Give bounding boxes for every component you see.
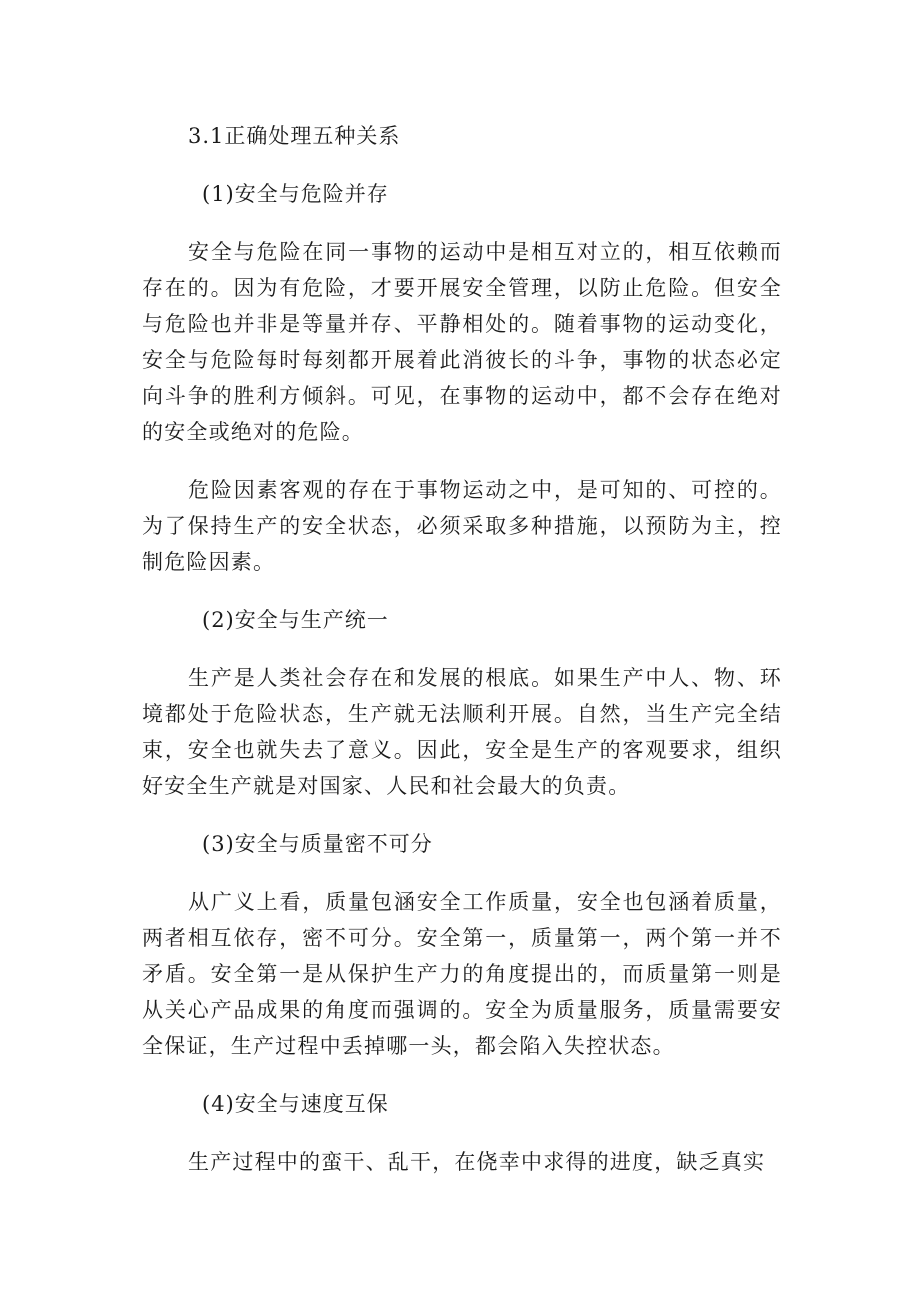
subheading-2: (2)安全与生产统一 — [202, 608, 389, 632]
paragraph-4: 从广义上看，质量包涵安全工作质量，安全也包涵着质量，两者相互依存，密不可分。安全第一，质量第一，两个第一并不矛盾。安全第一是从保护生产力的角度提出的，而质量第一则是从关心产品成果的角度而强调的。安全为质量服务，质量需要安全保证，生产过程中丢掉哪一头，都会陷入失控状态。 — [142, 890, 782, 1058]
paragraph-2: 危险因素客观的存在于事物运动之中，是可知的、可控的。为了保持生产的安全状态，必须采取多种措施，以预防为主，控制危险因素。 — [142, 478, 782, 574]
subheading-4: (4)安全与速度互保 — [202, 1092, 389, 1116]
subheading-3: (3)安全与质量密不可分 — [202, 832, 433, 856]
paragraph-1: 安全与危险在同一事物的运动中是相互对立的，相互依赖而存在的。因为有危险，才要开展安全管理，以防止危险。但安全与危险也并非是等量并存、平静相处的。随着事物的运动变化，安全与危险每时每刻都开展着此消彼长的斗争，事物的状态必定向斗争的胜利方倾斜。可见，在事物的运动中，都不会存在绝对的安全或绝对的危险。 — [142, 240, 782, 444]
section-title: 3.1正确处理五种关系 — [188, 124, 401, 148]
subheading-1: (1)安全与危险并存 — [202, 182, 389, 206]
paragraph-3: 生产是人类社会存在和发展的根底。如果生产中人、物、环境都处于危险状态，生产就无法顺利开展。自然，当生产完全结束，安全也就失去了意义。因此，安全是生产的客观要求，组织好安全生产就是对国家、人民和社会最大的负责。 — [142, 666, 782, 798]
paragraph-5: 生产过程中的蛮干、乱干，在侥幸中求得的进度，缺乏真实 — [188, 1150, 766, 1174]
document-body — [142, 118, 782, 1202]
